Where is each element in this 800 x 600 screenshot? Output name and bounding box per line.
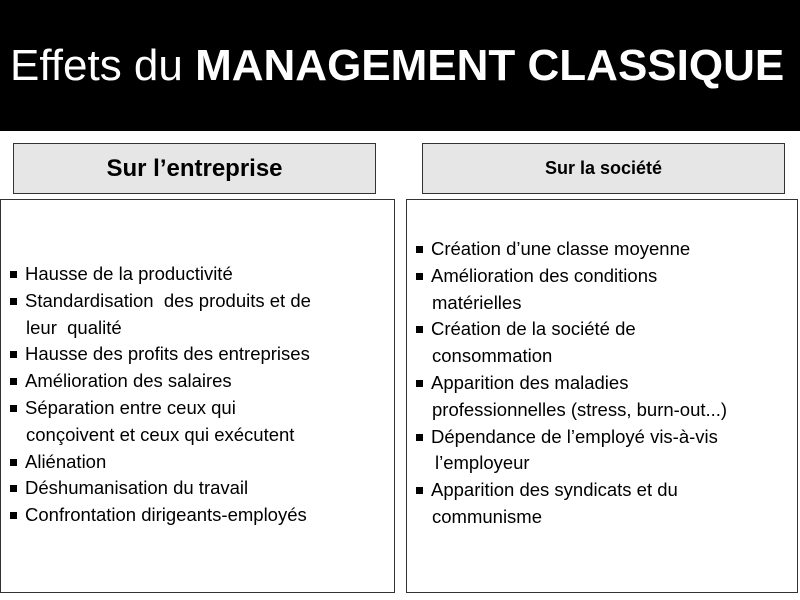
list-item-text: Amélioration des conditions matérielles (431, 264, 658, 313)
square-bullet-icon (416, 380, 423, 387)
list-item (9, 449, 389, 476)
column-header-entreprise: Sur l’entreprise (13, 143, 376, 194)
list-item (9, 368, 389, 395)
list-item-text: Aliénation (25, 450, 107, 472)
square-bullet-icon (10, 298, 17, 305)
title-bar (0, 0, 800, 131)
column-header-societe: Sur la société (422, 143, 785, 194)
square-bullet-icon (416, 326, 423, 333)
list-item-text: Apparition des syndicats et du communisme (431, 479, 678, 527)
square-bullet-icon (10, 378, 17, 385)
square-bullet-icon (10, 459, 17, 466)
panel-societe (406, 199, 798, 593)
list-item (9, 395, 389, 449)
list-item (9, 288, 389, 342)
list-item (415, 424, 795, 478)
list-item-text: Création de la société de consommation (431, 318, 636, 367)
list-item-text: Hausse de la productivité (25, 263, 233, 284)
title-emphasis: MANAGEMENT CLASSIQUE (195, 40, 785, 90)
list-item (415, 236, 795, 263)
list-item (415, 477, 795, 531)
list-item-text: Amélioration des salaires (25, 370, 232, 392)
square-bullet-icon (416, 487, 423, 494)
list-item (415, 263, 795, 317)
effects-list-entreprise (9, 261, 389, 529)
square-bullet-icon (416, 434, 423, 441)
list-item (9, 475, 389, 502)
list-item-text: Confrontation dirigeants-employés (25, 504, 307, 526)
square-bullet-icon (416, 273, 423, 280)
list-item-text: Dépendance de l’employé vis-à-vis l’employeur (431, 425, 718, 474)
title-prefix: Effets du (10, 40, 196, 90)
square-bullet-icon (416, 246, 423, 253)
panel-entreprise (0, 199, 395, 593)
square-bullet-icon (10, 512, 17, 519)
list-item-text: Séparation entre ceux qui conçoivent et ceux qui exécutent (25, 396, 295, 445)
page-title (10, 41, 784, 91)
square-bullet-icon (10, 405, 17, 412)
list-item (415, 370, 795, 424)
list-item-text: Standardisation des produits et de leur qualité (25, 289, 311, 338)
square-bullet-icon (10, 271, 17, 278)
list-item-text: Hausse des profits des entreprises (25, 343, 310, 365)
list-item (9, 341, 389, 368)
list-item (415, 316, 795, 370)
list-item-text: Déshumanisation du travail (25, 477, 249, 499)
list-item-text: Apparition des maladies professionnelles (stress, burn-out...) (431, 371, 728, 420)
list-item (9, 502, 389, 529)
effects-list-societe (415, 236, 795, 531)
square-bullet-icon (10, 351, 17, 358)
list-item (9, 261, 389, 288)
square-bullet-icon (10, 485, 17, 492)
list-item-text: Création d’une classe moyenne (431, 238, 691, 259)
